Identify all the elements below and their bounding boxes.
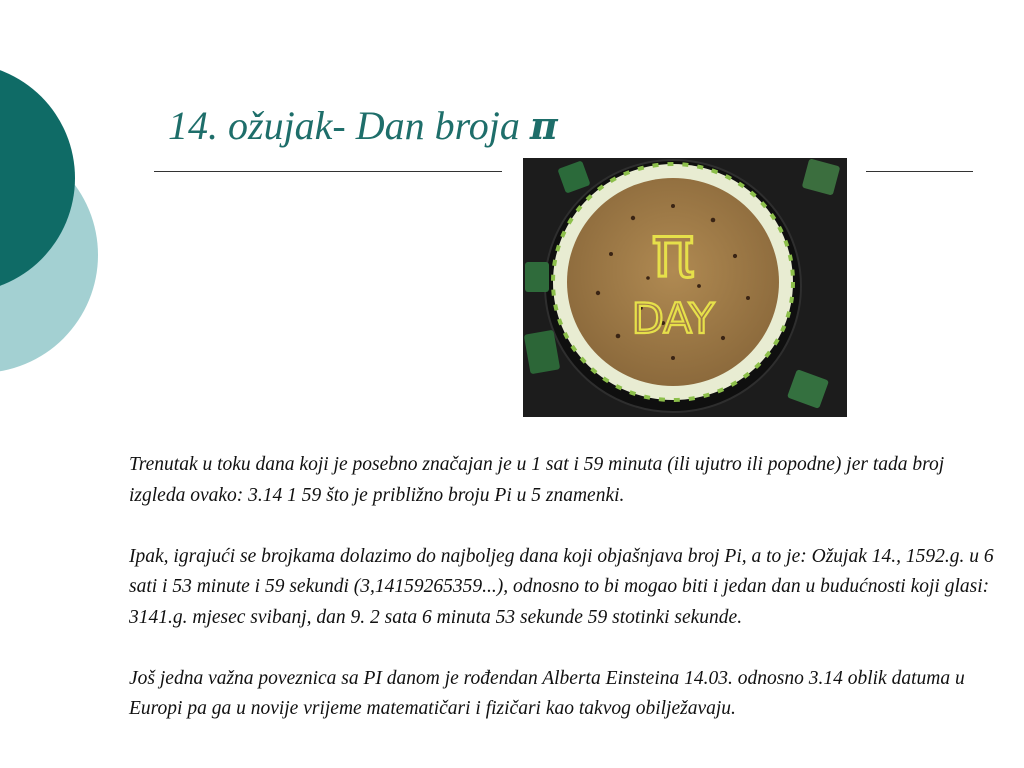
- cake-day-text: DAY: [631, 294, 715, 343]
- title-rule-left: [154, 171, 502, 172]
- cake-pi-text: π: [651, 209, 695, 293]
- slide-body: [129, 450, 999, 725]
- decorative-circles: [0, 0, 110, 420]
- paragraph-3: Još jedna važna poveznica sa PI danom je rođendan Alberta Einsteina 14.03. odnosno 3.14 oblik datuma u Europi pa ga u novije vrijeme matematičari i fizičari kao takvog obilježavaju.: [129, 667, 965, 719]
- pi-day-cake-photo: [523, 158, 847, 417]
- title-rule-right: [866, 171, 973, 172]
- paragraph-1: Trenutak u toku dana koji je posebno značajan je u 1 sat i 59 minuta (ili ujutro ili popodne) jer tada broj izgleda ovako: 3.14 1 59 što je približno broju Pi u 5 znamenki.: [129, 454, 945, 506]
- slide-title-text: 14. ožujak- Dan broja: [168, 103, 530, 148]
- pi-symbol: π: [529, 103, 558, 148]
- slide-title: [168, 100, 558, 152]
- paragraph-2: Ipak, igrajući se brojkama dolazimo do najboljeg dana koji objašnjava broj Pi, a to je: Ožujak 14., 1592.g. u 6 sati i 53 minute i 59 sekundi (3,14159265359...), odnosno to bi mogao biti i jedan dan u budućnosti koji glasi: 3141.g. mjesec svibanj, dan 9. 2 sata 6 minuta 53 sekunde 59 stotinki sekunde.: [129, 545, 994, 628]
